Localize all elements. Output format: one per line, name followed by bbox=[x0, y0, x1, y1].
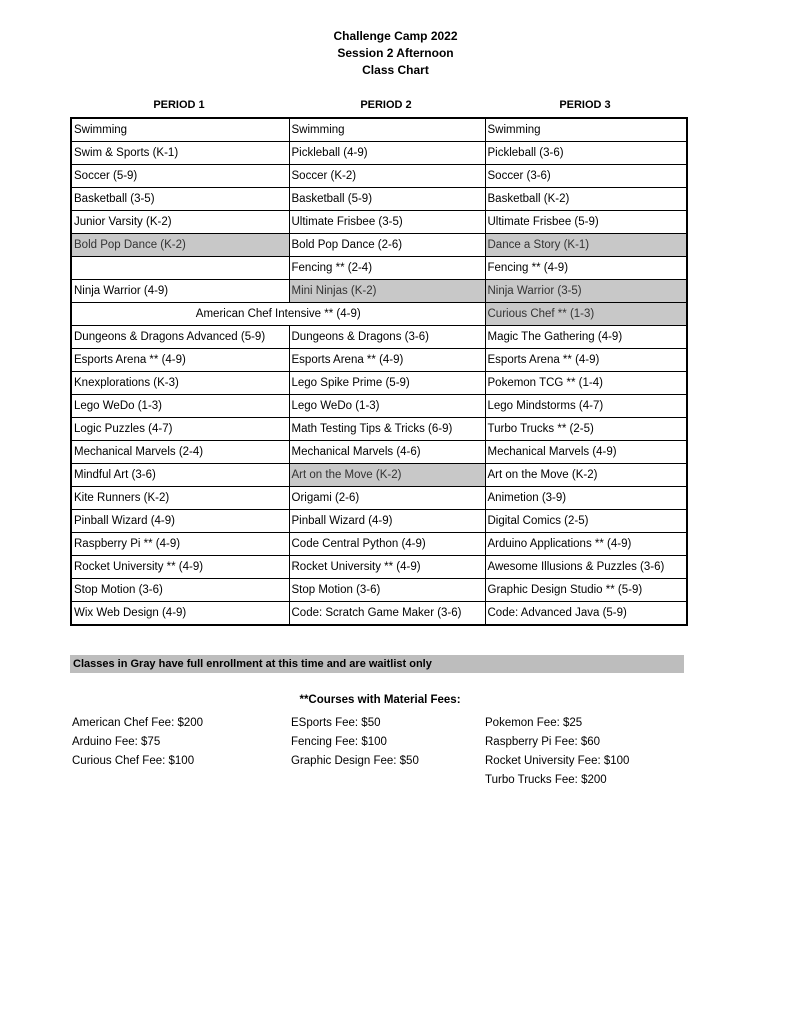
class-cell: Awesome Illusions & Puzzles (3-6) bbox=[485, 556, 687, 579]
class-row bbox=[71, 418, 687, 441]
class-cell: Dungeons & Dragons (3-6) bbox=[289, 326, 485, 349]
class-row bbox=[71, 303, 687, 326]
fee-item: ESports Fee: $50 bbox=[291, 717, 381, 729]
fees-column-1 bbox=[72, 714, 203, 771]
fees-column-2 bbox=[291, 714, 419, 771]
class-cell: Logic Puzzles (4-7) bbox=[71, 418, 289, 441]
class-row bbox=[71, 395, 687, 418]
class-row bbox=[71, 533, 687, 556]
class-cell: Kite Runners (K-2) bbox=[71, 487, 289, 510]
class-row bbox=[71, 372, 687, 395]
class-cell bbox=[71, 257, 289, 280]
class-cell: Pickleball (4-9) bbox=[289, 142, 485, 165]
class-cell: Pinball Wizard (4-9) bbox=[289, 510, 485, 533]
class-cell: Pickleball (3-6) bbox=[485, 142, 687, 165]
material-fees-title: **Courses with Material Fees: bbox=[299, 694, 461, 706]
class-row bbox=[71, 487, 687, 510]
class-row bbox=[71, 142, 687, 165]
class-cell: Code: Scratch Game Maker (3-6) bbox=[289, 602, 485, 626]
class-cell: Lego WeDo (1-3) bbox=[71, 395, 289, 418]
class-cell: Pokemon TCG ** (1-4) bbox=[485, 372, 687, 395]
class-cell: Knexplorations (K-3) bbox=[71, 372, 289, 395]
class-cell: Swimming bbox=[71, 118, 289, 142]
class-cell: Junior Varsity (K-2) bbox=[71, 211, 289, 234]
class-row bbox=[71, 234, 687, 257]
class-cell: Mechanical Marvels (4-9) bbox=[485, 441, 687, 464]
class-cell: Code Central Python (4-9) bbox=[289, 533, 485, 556]
class-cell: Mechanical Marvels (4-6) bbox=[289, 441, 485, 464]
class-cell: Ninja Warrior (3-5) bbox=[485, 280, 687, 303]
title-line-3: Class Chart bbox=[362, 63, 429, 77]
period-3-header: PERIOD 3 bbox=[559, 99, 611, 111]
class-row bbox=[71, 326, 687, 349]
class-cell: Mechanical Marvels (2-4) bbox=[71, 441, 289, 464]
class-cell: Arduino Applications ** (4-9) bbox=[485, 533, 687, 556]
fee-item: Raspberry Pi Fee: $60 bbox=[485, 736, 601, 748]
class-cell: Bold Pop Dance (2-6) bbox=[289, 234, 485, 257]
class-cell: Origami (2-6) bbox=[289, 487, 485, 510]
class-cell: Digital Comics (2-5) bbox=[485, 510, 687, 533]
class-cell: American Chef Intensive ** (4-9) bbox=[71, 303, 485, 326]
class-cell: Dungeons & Dragons Advanced (5-9) bbox=[71, 326, 289, 349]
class-cell: Mini Ninjas (K-2) bbox=[289, 280, 485, 303]
class-cell: Art on the Move (K-2) bbox=[485, 464, 687, 487]
class-cell: Rocket University ** (4-9) bbox=[71, 556, 289, 579]
class-cell: Fencing ** (4-9) bbox=[485, 257, 687, 280]
class-cell: Animetion (3-9) bbox=[485, 487, 687, 510]
class-cell: Lego Spike Prime (5-9) bbox=[289, 372, 485, 395]
fee-item: Curious Chef Fee: $100 bbox=[72, 755, 195, 767]
class-cell: Ultimate Frisbee (5-9) bbox=[485, 211, 687, 234]
class-cell: Fencing ** (2-4) bbox=[289, 257, 485, 280]
class-cell: Graphic Design Studio ** (5-9) bbox=[485, 579, 687, 602]
class-cell: Basketball (5-9) bbox=[289, 188, 485, 211]
class-cell: Swimming bbox=[485, 118, 687, 142]
class-cell: Basketball (3-5) bbox=[71, 188, 289, 211]
class-row bbox=[71, 579, 687, 602]
fee-item: Pokemon Fee: $25 bbox=[485, 717, 583, 729]
class-chart-table bbox=[70, 117, 688, 626]
class-cell: Esports Arena ** (4-9) bbox=[289, 349, 485, 372]
class-cell: Math Testing Tips & Tricks (6-9) bbox=[289, 418, 485, 441]
class-cell: Wix Web Design (4-9) bbox=[71, 602, 289, 626]
period-headers bbox=[70, 99, 686, 115]
class-row bbox=[71, 464, 687, 487]
class-cell: Esports Arena ** (4-9) bbox=[71, 349, 289, 372]
class-cell: Ultimate Frisbee (3-5) bbox=[289, 211, 485, 234]
class-chart-body bbox=[71, 118, 687, 625]
period-2-header: PERIOD 2 bbox=[360, 99, 412, 111]
class-cell: Rocket University ** (4-9) bbox=[289, 556, 485, 579]
class-cell: Stop Motion (3-6) bbox=[71, 579, 289, 602]
fee-item: Graphic Design Fee: $50 bbox=[291, 755, 419, 767]
class-row bbox=[71, 441, 687, 464]
class-cell: Code: Advanced Java (5-9) bbox=[485, 602, 687, 626]
class-cell: Mindful Art (3-6) bbox=[71, 464, 289, 487]
class-cell: Basketball (K-2) bbox=[485, 188, 687, 211]
class-cell: Swim & Sports (K-1) bbox=[71, 142, 289, 165]
class-row bbox=[71, 118, 687, 142]
class-row bbox=[71, 211, 687, 234]
class-cell: Raspberry Pi ** (4-9) bbox=[71, 533, 289, 556]
fee-item: Rocket University Fee: $100 bbox=[485, 755, 630, 767]
fee-item: Turbo Trucks Fee: $200 bbox=[485, 774, 607, 786]
class-cell: Esports Arena ** (4-9) bbox=[485, 349, 687, 372]
class-cell: Turbo Trucks ** (2-5) bbox=[485, 418, 687, 441]
class-row bbox=[71, 349, 687, 372]
class-cell: Dance a Story (K-1) bbox=[485, 234, 687, 257]
class-cell: Art on the Move (K-2) bbox=[289, 464, 485, 487]
waitlist-notice: Classes in Gray have full enrollment at this time and are waitlist only bbox=[70, 655, 684, 673]
title-line-2: Session 2 Afternoon bbox=[337, 46, 454, 60]
class-cell: Curious Chef ** (1-3) bbox=[485, 303, 687, 326]
class-row bbox=[71, 280, 687, 303]
class-cell: Magic The Gathering (4-9) bbox=[485, 326, 687, 349]
class-row bbox=[71, 510, 687, 533]
class-row bbox=[71, 556, 687, 579]
class-cell: Stop Motion (3-6) bbox=[289, 579, 485, 602]
class-cell: Swimming bbox=[289, 118, 485, 142]
document-title bbox=[0, 28, 791, 79]
class-cell: Soccer (K-2) bbox=[289, 165, 485, 188]
class-row bbox=[71, 165, 687, 188]
class-cell: Pinball Wizard (4-9) bbox=[71, 510, 289, 533]
class-cell: Soccer (5-9) bbox=[71, 165, 289, 188]
class-cell: Bold Pop Dance (K-2) bbox=[71, 234, 289, 257]
title-line-1: Challenge Camp 2022 bbox=[333, 29, 458, 43]
period-1-header: PERIOD 1 bbox=[153, 99, 205, 111]
fee-item: Fencing Fee: $100 bbox=[291, 736, 387, 748]
fees-column-3 bbox=[485, 714, 629, 790]
class-row bbox=[71, 188, 687, 211]
class-cell: Lego Mindstorms (4-7) bbox=[485, 395, 687, 418]
class-cell: Lego WeDo (1-3) bbox=[289, 395, 485, 418]
class-row bbox=[71, 602, 687, 626]
class-cell: Soccer (3-6) bbox=[485, 165, 687, 188]
fee-item: American Chef Fee: $200 bbox=[72, 717, 204, 729]
class-row bbox=[71, 257, 687, 280]
class-cell: Ninja Warrior (4-9) bbox=[71, 280, 289, 303]
fee-item: Arduino Fee: $75 bbox=[72, 736, 161, 748]
